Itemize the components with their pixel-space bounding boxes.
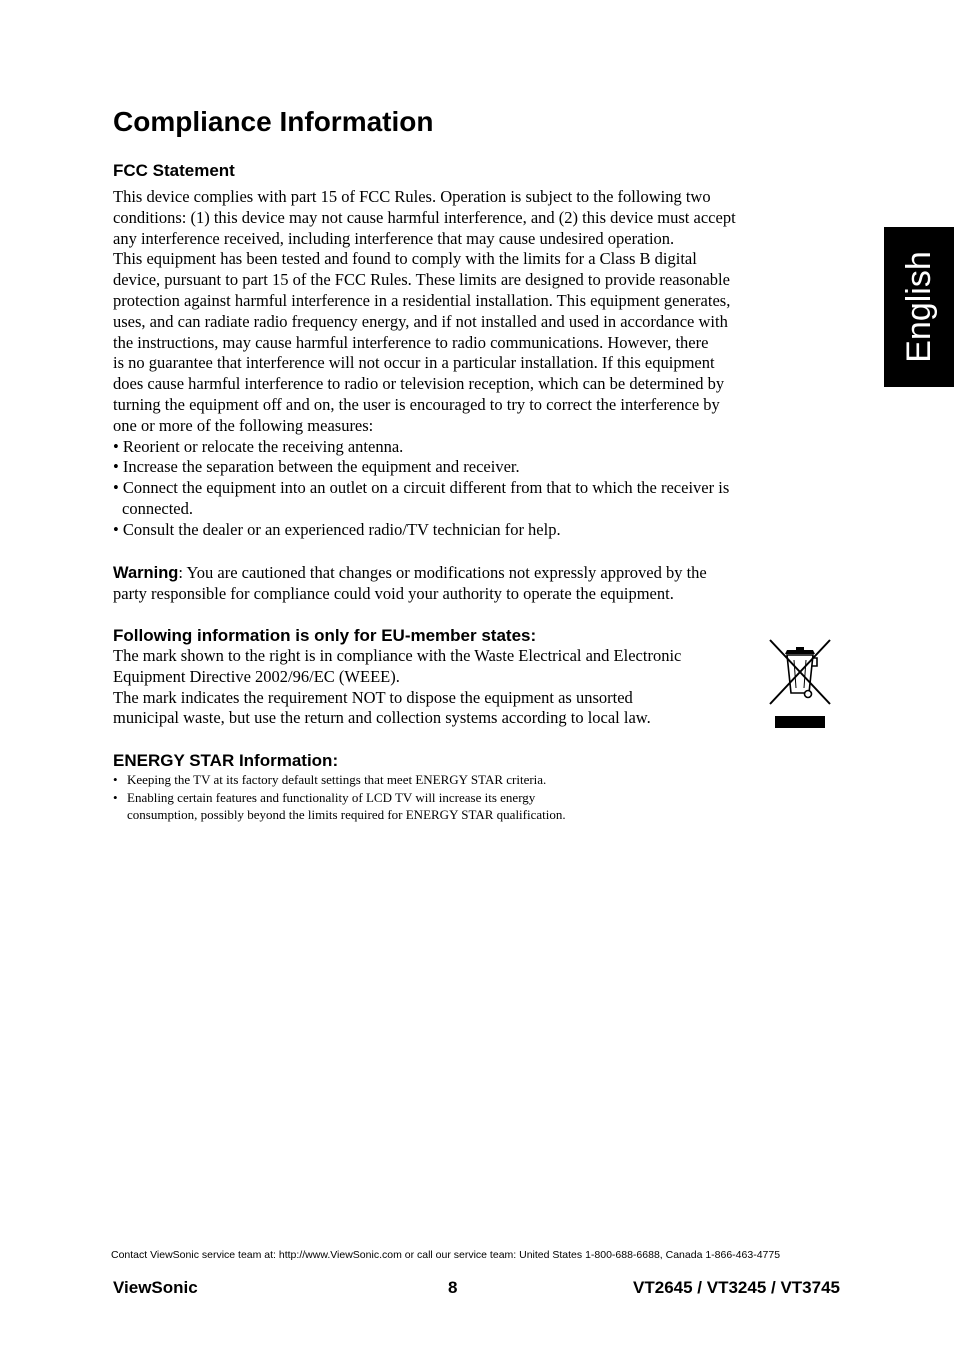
footer-contact: Contact ViewSonic service team at: http://www.ViewSonic.com or call our service team: United States 1-800-688-6688, Canada 1-866-463-4775 xyxy=(111,1249,781,1261)
warning-line: party responsible for compliance could void your authority to operate the equipment. xyxy=(113,583,674,603)
list-item-text: Keeping the TV at its factory default settings that meet ENERGY STAR criteria. xyxy=(127,772,547,787)
list-item-continued: consumption, possibly beyond the limits required for ENERGY STAR qualification. xyxy=(127,807,566,822)
fcc-measure-item: • Connect the equipment into an outlet on a circuit different from that to which the receiver is xyxy=(113,478,730,498)
fcc-measure-item: • Increase the separation between the equipment and receiver. xyxy=(113,457,520,477)
fcc-line: conditions: (1) this device may not cause harmful interference, and (2) this device must accept xyxy=(113,207,736,227)
crossed-out-wheelie-bin-icon xyxy=(768,638,832,730)
energy-star-heading: ENERGY STAR Information: xyxy=(113,751,339,770)
list-bullet: • xyxy=(113,789,118,805)
list-item-text: Enabling certain features and functionality of LCD TV will increase its energy xyxy=(127,789,536,805)
fcc-line: does cause harmful interference to radio or television reception, which can be determined by xyxy=(113,374,725,394)
warning-text: : You are cautioned that changes or modifications not expressly approved by the xyxy=(178,563,707,582)
eu-line: Equipment Directive 2002/96/EC (WEEE). xyxy=(113,666,400,686)
warning-line xyxy=(113,563,707,584)
language-tab xyxy=(884,227,954,387)
eu-body xyxy=(113,646,681,729)
list-item xyxy=(113,789,566,807)
fcc-measure-item: • Reorient or relocate the receiving antenna. xyxy=(113,436,404,456)
fcc-line: device, pursuant to part 15 of the FCC Rules. These limits are designed to provide reasonable xyxy=(113,270,730,290)
eu-line: The mark shown to the right is in compliance with the Waste Electrical and Electronic xyxy=(113,646,682,665)
fcc-line: the instructions, may cause harmful interference to radio communications. However, there xyxy=(113,332,709,352)
warning-paragraph xyxy=(113,563,707,605)
fcc-line: any interference received, including interference that may cause undesired operation. xyxy=(113,228,675,248)
eu-line: municipal waste, but use the return and collection systems according to local law. xyxy=(113,708,651,728)
page-number: 8 xyxy=(448,1278,458,1297)
eu-line: The mark indicates the requirement NOT to dispose the equipment as unsorted xyxy=(113,687,633,707)
fcc-line: turning the equipment off and on, the user is encouraged to try to correct the interference by xyxy=(113,394,720,414)
warning-label: Warning xyxy=(113,564,179,582)
language-tab-label: English xyxy=(900,251,938,363)
list-item xyxy=(113,771,566,789)
fcc-line: uses, and can radiate radio frequency energy, and if not installed and used in accordance with xyxy=(113,311,728,331)
fcc-measure-item-continued: connected. xyxy=(122,498,194,518)
model-number: VT2645 / VT3245 / VT3745 xyxy=(633,1278,840,1297)
fcc-line: This equipment has been tested and found to comply with the limits for a Class B digital xyxy=(113,249,697,269)
fcc-line: is no guarantee that interference will not occur in a particular installation. If this equipment xyxy=(113,353,715,373)
fcc-statement-body xyxy=(113,187,736,541)
energy-star-list xyxy=(113,771,566,824)
list-bullet: • xyxy=(113,772,118,787)
fcc-line: protection against harmful interference in a residential installation. This equipment generates, xyxy=(113,290,731,310)
fcc-measure-item: • Consult the dealer or an experienced radio/TV technician for help. xyxy=(113,519,561,539)
fcc-line: This device complies with part 15 of FCC Rules. Operation is subject to the following two xyxy=(113,187,711,206)
fcc-line: one or more of the following measures: xyxy=(113,415,374,435)
eu-heading: Following information is only for EU-member states: xyxy=(113,626,537,645)
fcc-heading: FCC Statement xyxy=(113,161,235,180)
page-title: Compliance Information xyxy=(113,106,434,137)
footer-brand: ViewSonic xyxy=(113,1278,198,1297)
